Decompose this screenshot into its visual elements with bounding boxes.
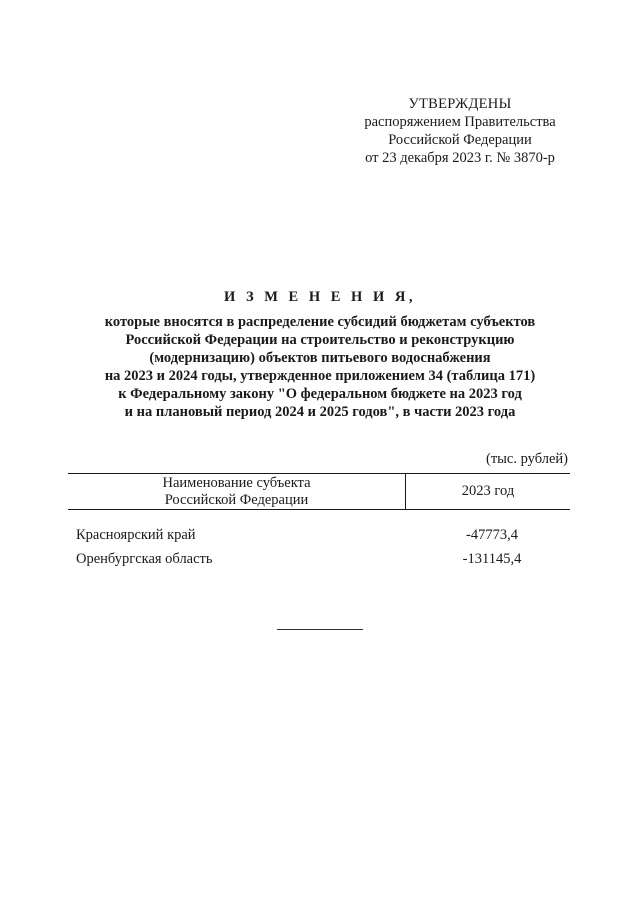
- heading-line: на 2023 и 2024 годы, утвержденное приложением 34 (таблица 171): [104, 368, 536, 384]
- approval-line-date: от 23 декабря 2023 г. № 3870-р: [365, 150, 555, 166]
- heading-title: И З М Е Н Е Н И Я,: [224, 289, 416, 305]
- subject-name-cell: Красноярский край: [76, 527, 196, 543]
- amount-cell: -131145,4: [462, 551, 522, 567]
- table-row: [68, 526, 570, 550]
- heading-line: и на плановый период 2024 и 2025 годов", в части 2023 года: [124, 404, 516, 420]
- amount-cell: -47773,4: [466, 527, 518, 543]
- table-body: [68, 526, 570, 574]
- approval-title: УТВЕРЖДЕНЫ: [408, 96, 512, 112]
- column-header-subject: [68, 474, 406, 509]
- heading-line: к Федеральному закону "О федеральном бюджете на 2023 год: [118, 386, 522, 402]
- column-header-subject-line2: Российской Федерации: [164, 491, 309, 508]
- subject-name-cell: Оренбургская область: [76, 551, 213, 567]
- heading-line: которые вносятся в распределение субсидий бюджетам субъектов: [104, 314, 536, 330]
- column-header-subject-line1: Наименование субъекта: [162, 474, 311, 491]
- approval-line-authority: распоряжением Правительства: [364, 114, 556, 130]
- column-header-year: 2023 год: [461, 483, 515, 499]
- heading-line: (модернизацию) объектов питьевого водоснабжения: [149, 350, 491, 366]
- table-header: [68, 473, 570, 510]
- table-row: [68, 550, 570, 574]
- unit-note: (тыс. рублей): [486, 451, 568, 467]
- approval-block: [340, 95, 580, 167]
- document-heading: [60, 287, 580, 421]
- approval-line-government: Российской Федерации: [388, 132, 532, 148]
- heading-line: Российской Федерации на строительство и реконструкцию: [125, 332, 515, 348]
- end-divider: [277, 629, 363, 630]
